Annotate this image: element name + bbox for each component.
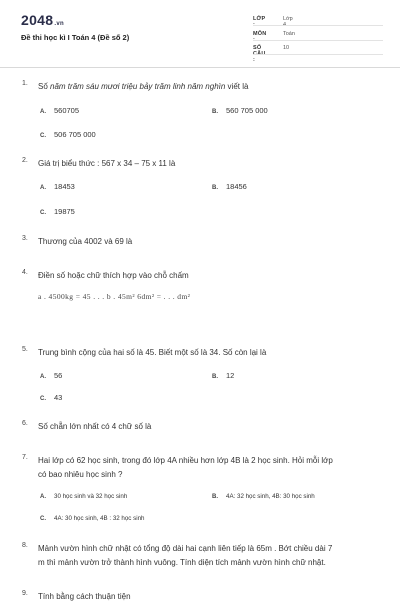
question-text: Giá trị biểu thức : 567 x 34 – 75 x 11 là: [38, 159, 176, 168]
header-divider: [0, 67, 400, 68]
option-2a[interactable]: A. 18453: [40, 182, 75, 191]
option-5b[interactable]: B. 12: [212, 371, 235, 380]
meta-divider: [253, 40, 383, 41]
meta-subject-value: Toán: [283, 31, 295, 37]
option-2b[interactable]: B. 18456: [212, 182, 247, 191]
meta-class-label: LỚP :: [253, 16, 266, 28]
option-5a[interactable]: A. 56: [40, 371, 63, 380]
question-number: 4.: [22, 269, 28, 276]
option-1c[interactable]: C. 506 705 000: [40, 130, 96, 139]
option-1a[interactable]: A. 560705: [40, 106, 80, 115]
question-number: 7.: [22, 454, 28, 461]
question-number: 8.: [22, 542, 28, 549]
meta-divider: [253, 25, 383, 26]
question-text: Số chẵn lớn nhất có 4 chữ số là: [38, 422, 152, 431]
option-5c[interactable]: C. 43: [40, 393, 63, 402]
question-number: 6.: [22, 420, 28, 427]
meta-count-label: SỐ CÂU :: [253, 45, 266, 63]
exam-header: [0, 0, 400, 62]
option-2c[interactable]: C. 19875: [40, 207, 75, 216]
option-7a[interactable]: A. 30 học sinh và 32 học sinh: [40, 493, 128, 500]
question-text: Tính bằng cách thuận tiện: [38, 592, 131, 601]
fill-in-formula: a . 4500kg = 45 . . . b . 45m² 6dm² = . . . dm²: [38, 292, 191, 301]
option-1b[interactable]: B. 560 705 000: [212, 106, 268, 115]
meta-count-value: 10: [283, 45, 290, 51]
logo-main: 2048: [21, 12, 54, 28]
question-number: 9.: [22, 590, 28, 597]
meta-subject-label: MÔN :: [253, 31, 267, 43]
question-text: Hai lớp có 62 học sinh, trong đó lớp 4A nhiều hơn lớp 4B là 2 học sinh. Hỏi mỗi lớp có bao nhiêu học sinh ?: [38, 456, 333, 479]
meta-divider: [253, 54, 383, 55]
question-emphasis: năm trăm sáu mươi triệu bảy trăm linh năm nghìn: [50, 82, 226, 91]
question-number: 2.: [22, 157, 28, 164]
exam-title: Đề thi học kì I Toán 4 (Đề số 2): [21, 33, 130, 42]
meta-class-value: Lớp 4: [283, 16, 293, 28]
question-number: 3.: [22, 235, 28, 242]
option-7b[interactable]: B. 4A: 32 học sinh, 4B: 30 học sinh: [212, 493, 315, 500]
question-text: Trung bình cộng của hai số là 45. Biết một số là 34. Số còn lại là: [38, 348, 267, 357]
site-logo[interactable]: [21, 12, 64, 28]
question-text: Mảnh vườn hình chữ nhật có tổng độ dài hai cạnh liên tiếp là 65m . Bớt chiều dài 7 m thì mảnh vườn trở thành hình vuông. Tính diện tích mảnh vườn hình chữ nhật.: [38, 544, 333, 567]
option-7c[interactable]: C. 4A: 30 học sinh, 4B : 32 học sinh: [40, 515, 145, 522]
logo-sub: .vn: [54, 21, 64, 27]
question-text: Số năm trăm sáu mươi triệu bảy trăm linh năm nghìn viết là: [38, 82, 249, 91]
question-number: 5.: [22, 346, 28, 353]
question-number: 1.: [22, 80, 28, 87]
question-text: Thương của 4002 và 69 là: [38, 237, 133, 246]
question-text: Điền số hoặc chữ thích hợp vào chỗ chấm: [38, 271, 189, 280]
